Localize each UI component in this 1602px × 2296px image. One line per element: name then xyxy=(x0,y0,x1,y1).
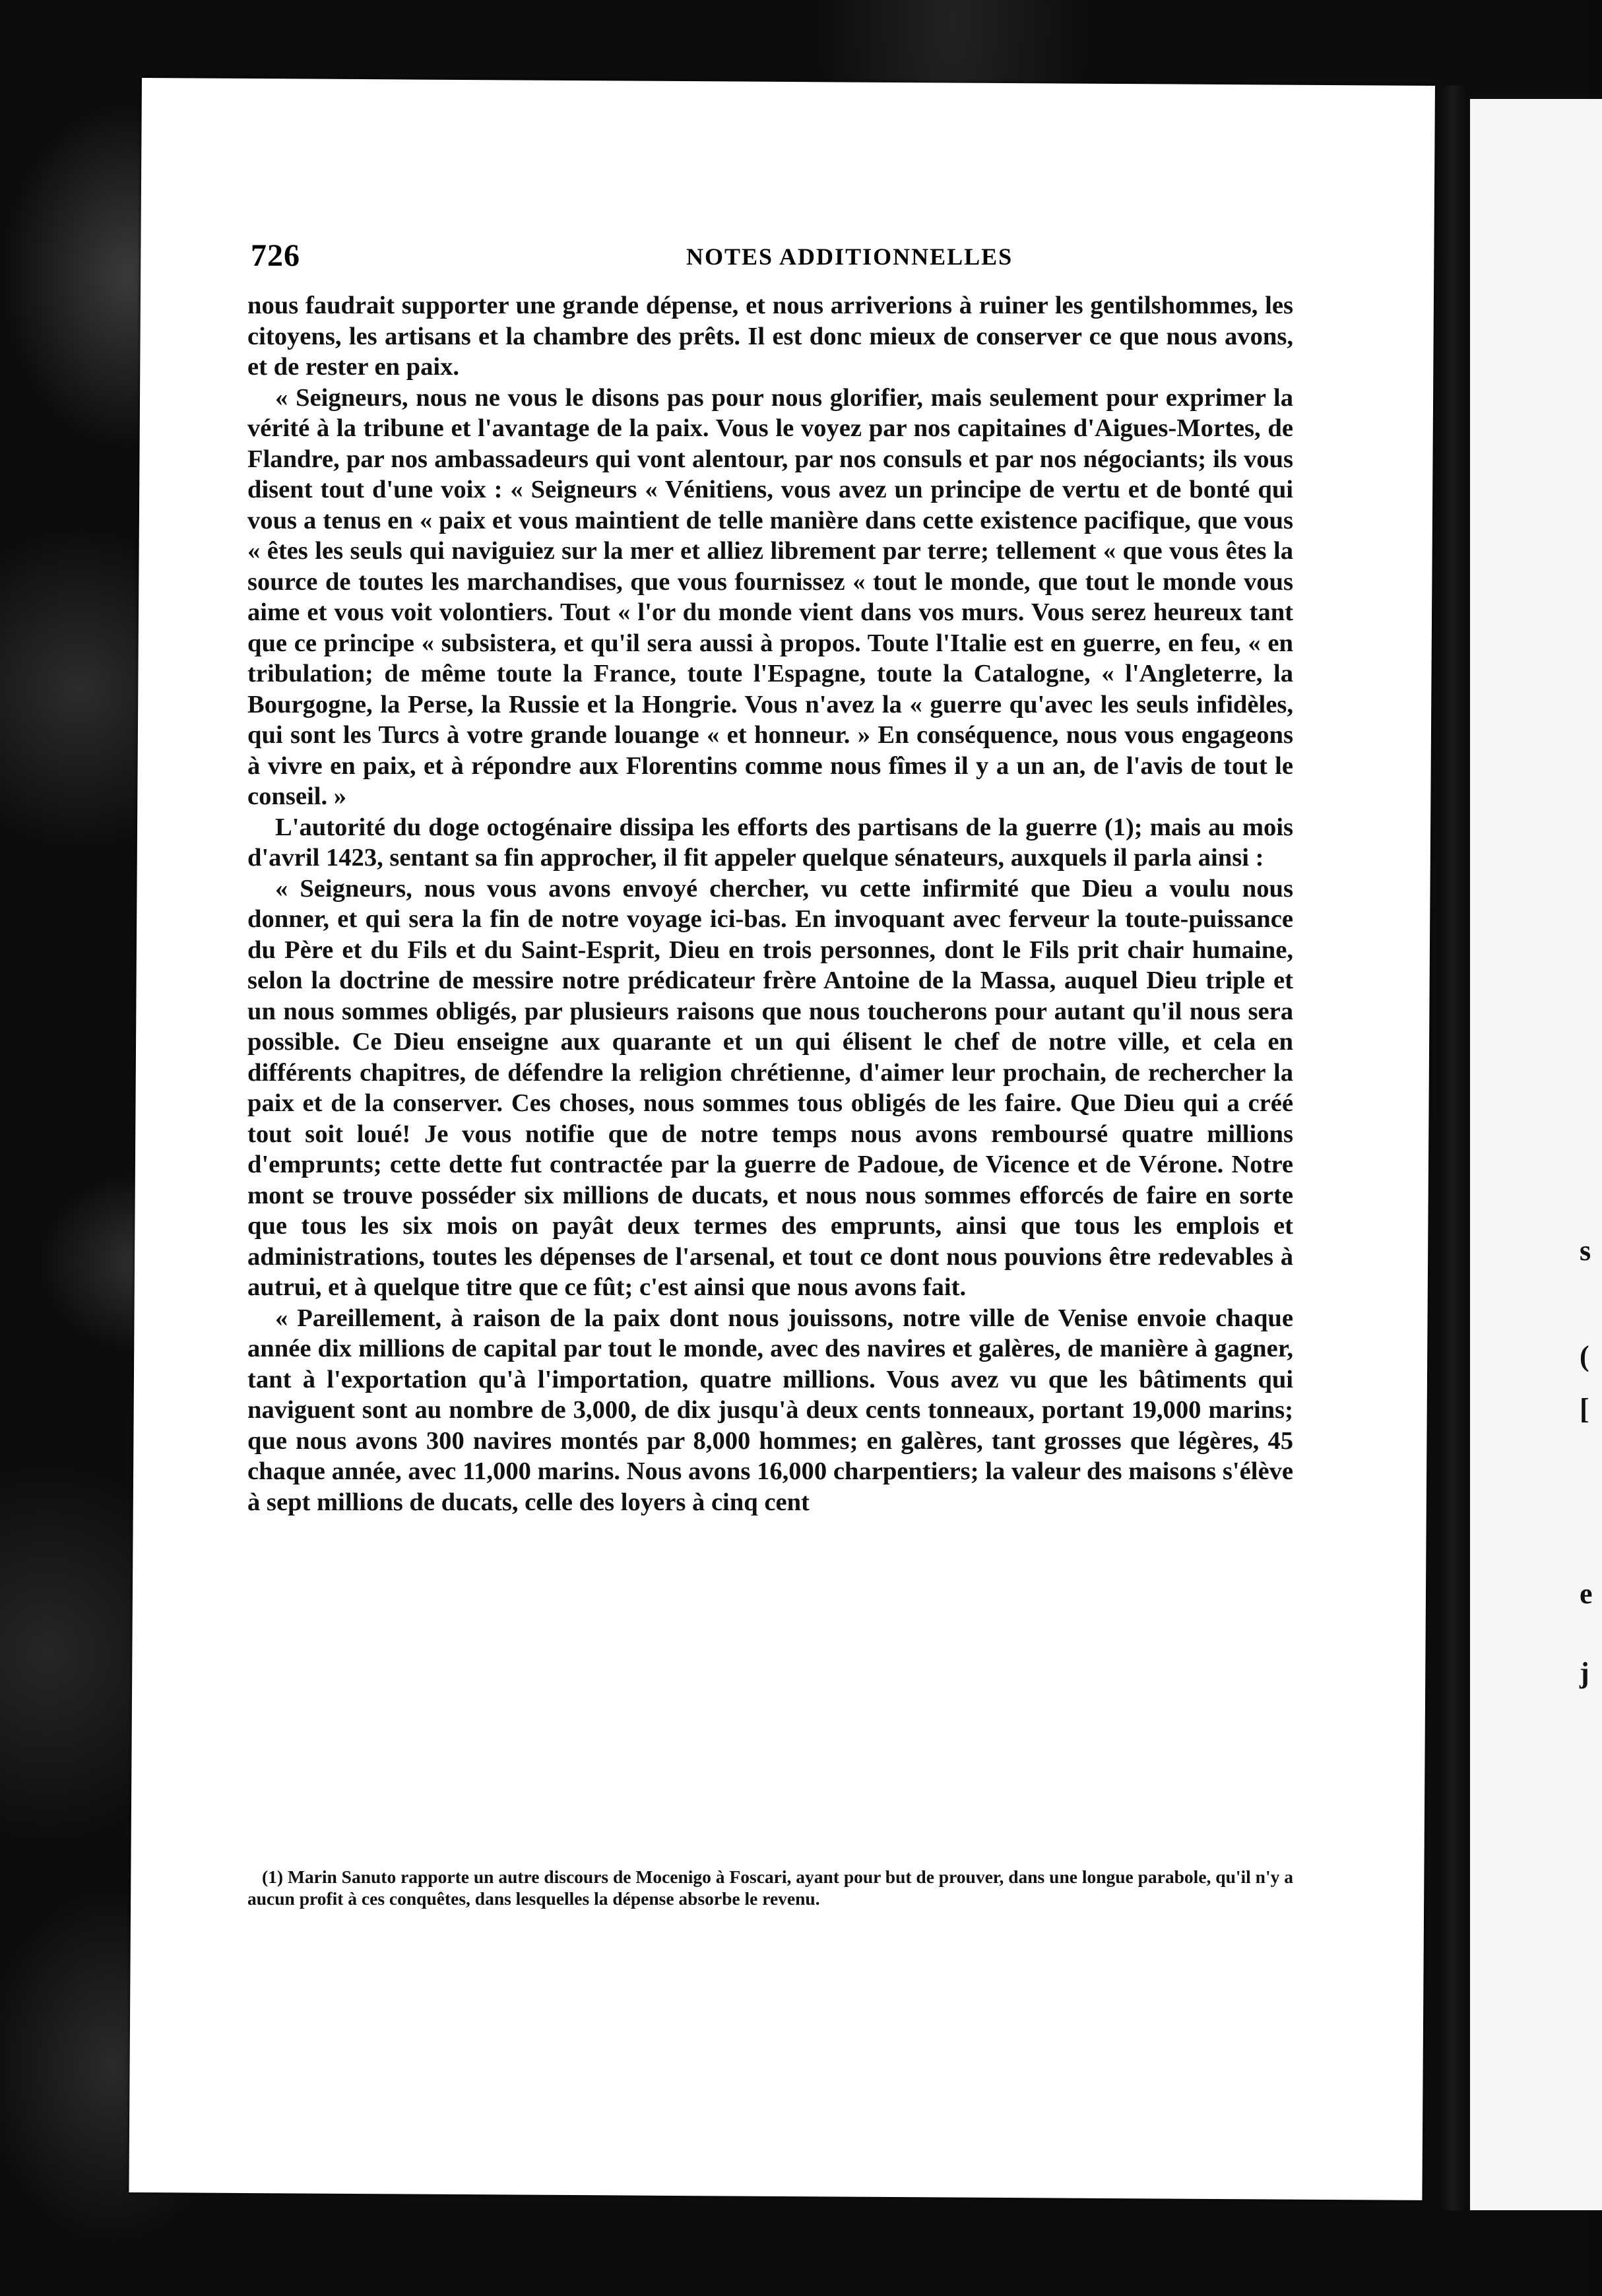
paragraph: L'autorité du doge octogénaire dissipa les efforts des partisans de la guerre (1); mais au mois d'avril 1423, sentant sa fin approcher, il fit appeler quelque sénateurs, auxquels il parla ainsi : xyxy=(247,813,1293,872)
paragraph: « Seigneurs, nous vous avons envoyé chercher, vu cette infirmité que Dieu a voulu nous donner, et qui sera la fin de notre voyage ici-bas. En invoquant avec ferveur la toute-puissance du Père et du Fils et du Saint-Esprit, Dieu en trois personnes, dont le Fils prit chair humaine, selon la doctrine de messire notre prédicateur frère Antoine de la Massa, auquel Dieu triple et un nous sommes obligés, par plusieurs raisons que nous toucherons pour autant qu'il nous sera possible. Ce Dieu enseigne aux quarante et un qui élisent le chef de notre ville, et cela en différents chapitres, de défendre la religion chrétienne, d'aimer leur prochain, de rechercher la paix et de la conserver. Ces choses, nous sommes tous obligés de les faire. Que Dieu qui a créé tout soit loué! Je vous notifie que de notre temps nous avons remboursé quatre millions d'emprunts; cette dette fut contractée par la guerre de Padoue, de Vicence et de Vérone. Notre mont se trouve posséder six millions de ducats, et nous nous sommes efforcés de faire en sorte que tous les six mois on payât deux termes des emprunts, ainsi que tous les emplois et administrations, toutes les dépenses de l'arsenal, et tout ce dont nous pouvions être redevables à autrui, et à quelque titre que ce fût; c'est ainsi que nous avons fait. xyxy=(247,874,1293,1301)
adjacent-page-glyph: e xyxy=(1580,1578,1593,1610)
adjacent-page-edge xyxy=(1470,99,1602,2210)
page-number: 726 xyxy=(251,238,300,273)
paragraph: « Seigneurs, nous ne vous le disons pas pour nous glorifier, mais seulement pour exprimer la vérité à la tribune et l'avantage de la paix. Vous le voyez par nos capitaines d'Aigues-Mortes, de Flandre, par nos ambassadeurs qui vont alentour, par nos consuls et par nos négociants; ils vous disent tout d'une voix : « Seigneurs « Vénitiens, vous avez un principe de vertu et de bonté qui vous a tenus en « paix et vous maintient de telle manière dans cette existence pacifique, que vous « êtes les seuls qui naviguiez sur la mer et alliez librement par terre; tellement « que vous êtes la source de toutes les marchandises, que vous fournissez « tout le monde, que tout le monde vous aime et vous voit volontiers. Tout « l'or du monde vient dans vos murs. Vous serez heureux tant que ce principe « subsistera, et qu'il sera aussi à propos. Toute l'Italie est en guerre, en feu, « en tribulation; de même toute la France, toute l'Espagne, toute la Catalogne, « l'Angleterre, la Bourgogne, la Perse, la Russie et la Hongrie. Vous n'avez la « guerre qu'avec les seuls infidèles, qui sont les Turcs à votre grande louange « et honneur. » En conséquence, nous vous engageons à vivre en paix, et à répondre aux Florentins comme nous fîmes il y a un an, de l'avis de tout le conseil. » xyxy=(247,383,1293,810)
main-text xyxy=(247,290,1293,1517)
adjacent-page-glyph: j xyxy=(1580,1657,1589,1689)
page-header xyxy=(251,238,1287,277)
footnote: (1) Marin Sanuto rapporte un autre discours de Mocenigo à Foscari, ayant pour but de prouver, dans une longue parabole, qu'il n'y a aucun profit à ces conquêtes, dans lesquelles la dépense absorbe le revenu. xyxy=(247,1866,1293,1909)
paragraph: nous faudrait supporter une grande dépense, et nous arriverions à ruiner les gentilshommes, les citoyens, les artisans et la chambre des prêts. Il est donc mieux de conserver ce que nous avons, et de rester en paix. xyxy=(247,292,1293,381)
running-title: NOTES ADDITIONNELLES xyxy=(686,243,1013,270)
adjacent-page-glyph: ( xyxy=(1580,1340,1589,1372)
adjacent-page-glyph: [ xyxy=(1580,1393,1589,1425)
adjacent-page-glyph: s xyxy=(1580,1234,1591,1267)
paragraph: « Pareillement, à raison de la paix dont nous jouissons, notre ville de Venise envoie chaque année dix millions de capital par tout le monde, avec des navires et galères, de manière à gagner, tant à l'exportation qu'à l'importation, quatre millions. Vous avez vu que les bâtiments qui naviguent sont au nombre de 3,000, de dix jusqu'à deux cents tonneaux, portant 19,000 marins; que nous avons 300 navires montés par 8,000 hommes; en galères, tant grosses que légères, 45 chaque année, avec 11,000 marins. Nous avons 16,000 charpentiers; la valeur des maisons s'élève à sept millions de ducats, celle des loyers à cinq cent xyxy=(247,1304,1293,1516)
book-spine xyxy=(1442,86,1468,2210)
footnotes xyxy=(247,1866,1293,1909)
